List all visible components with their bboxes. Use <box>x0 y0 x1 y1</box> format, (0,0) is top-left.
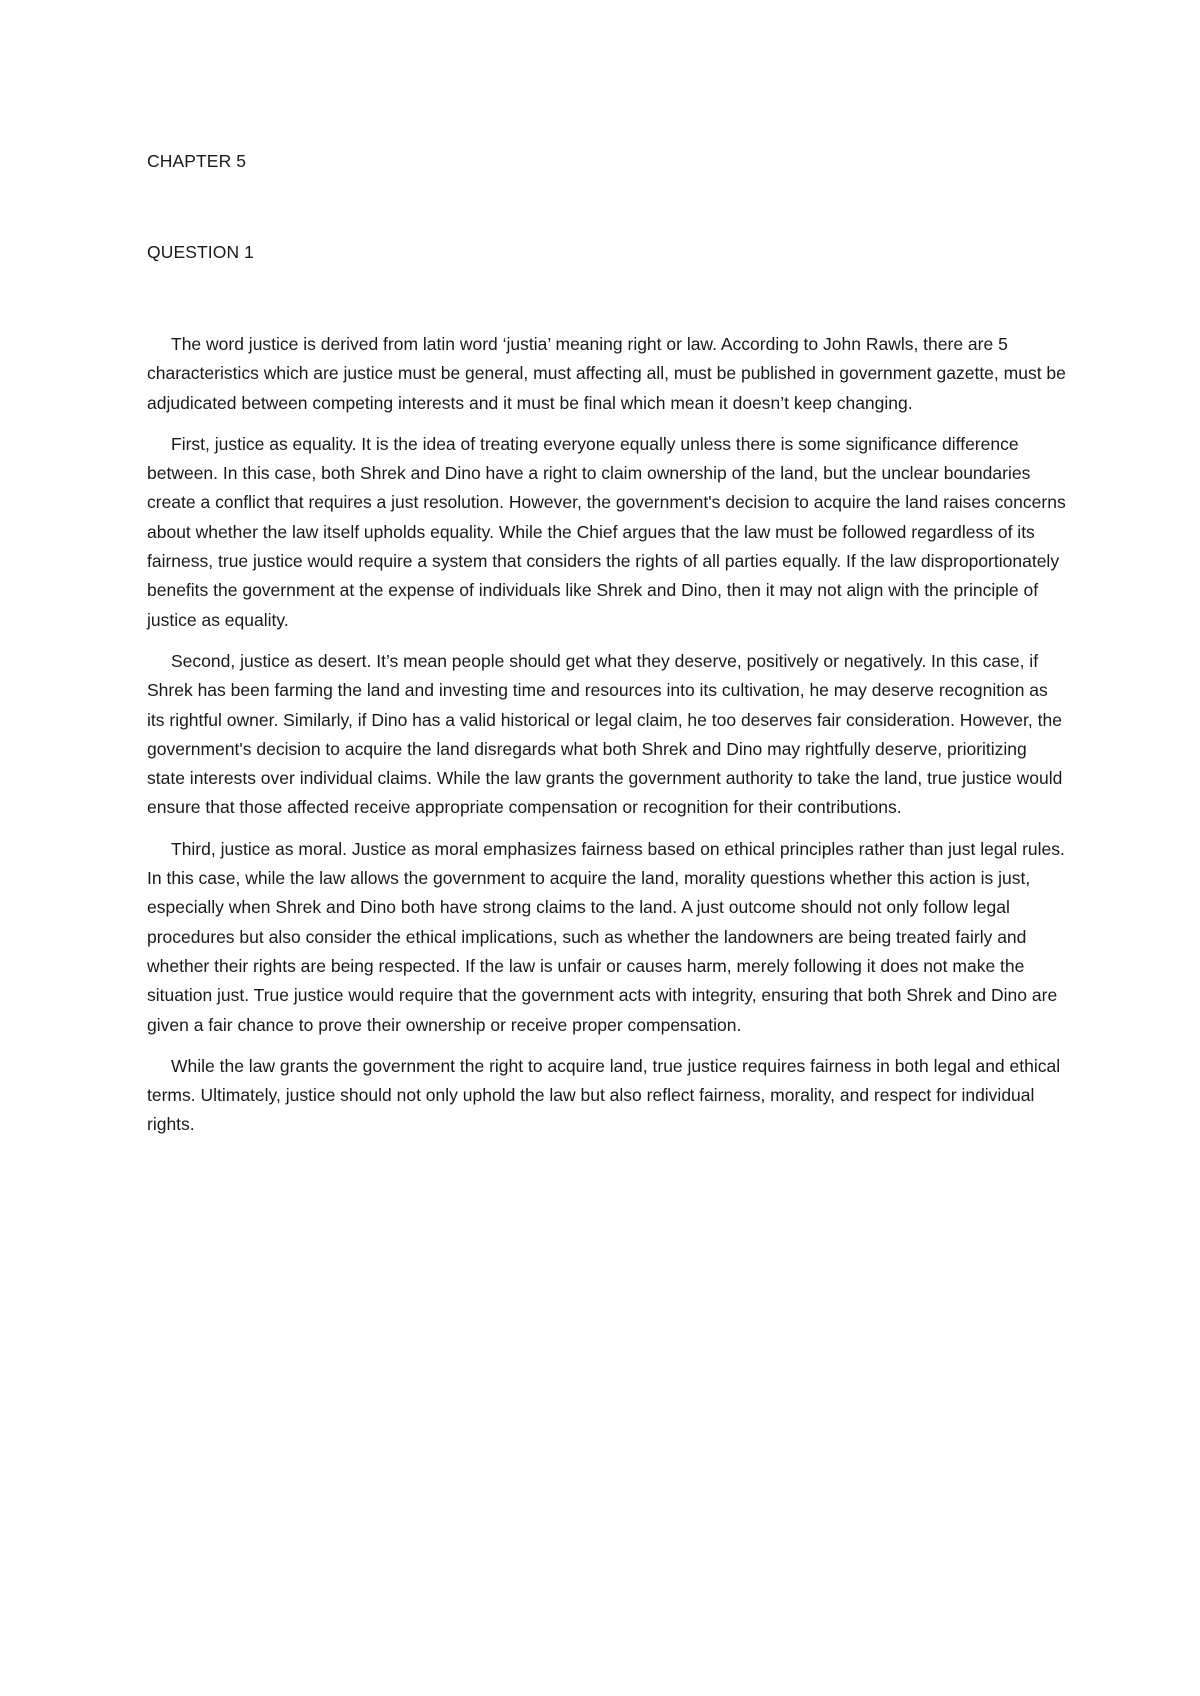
paragraph-introduction: The word justice is derived from latin word ‘justia’ meaning right or law. According to John Rawls, there are 5 characteristics which are justice must be general, must affecting all, must be published in government gazette, must be adjudicated between competing interests and it must be final which mean it doesn’t keep changing. <box>147 334 1066 413</box>
question-heading: QUESTION 1 <box>147 242 254 262</box>
paragraph-moral: Third, justice as moral. Justice as moral emphasizes fairness based on ethical principles rather than just legal rules. In this case, while the law allows the government to acquire the land, morality questions whether this action is just, especially when Shrek and Dino both have strong claims to the land. A just outcome should not only follow legal procedures but also consider the ethical implications, such as whether the landowners are being treated fairly and whether their rights are being respected. If the law is unfair or causes harm, merely following it does not make the situation just. True justice would require that the government acts with integrity, ensuring that both Shrek and Dino are given a fair chance to prove their ownership or receive proper compensation. <box>147 838 1065 1035</box>
chapter-heading: CHAPTER 5 <box>147 151 247 171</box>
paragraph-desert: Second, justice as desert. It’s mean people should get what they deserve, positively or negatively. In this case, if Shrek has been farming the land and investing time and resources into its cultivation, he may deserve recognition as its rightful owner. Similarly, if Dino has a valid historical or legal claim, he too deserves fair consideration. However, the government's decision to acquire the land disregards what both Shrek and Dino may rightfully deserve, prioritizing state interests over individual claims. While the law grants the government authority to take the land, true justice would ensure that those affected receive appropriate compensation or recognition for their contributions. <box>147 650 1063 818</box>
document-body <box>147 330 1067 1152</box>
paragraph-equality: First, justice as equality. It is the idea of treating everyone equally unless there is some significance difference between. In this case, both Shrek and Dino have a right to claim ownership of the land, but the unclear boundaries create a conflict that requires a just resolution. However, the government's decision to acquire the land raises concerns about whether the law itself upholds equality. While the Chief argues that the law must be followed regardless of its fairness, true justice would require a system that considers the rights of all parties equally. If the law disproportionately benefits the government at the expense of individuals like Shrek and Dino, then it may not align with the principle of justice as equality. <box>147 433 1066 630</box>
paragraph-conclusion: While the law grants the government the right to acquire land, true justice requires fairness in both legal and ethical terms. Ultimately, justice should not only uphold the law but also reflect fairness, morality, and respect for individual rights. <box>147 1055 1061 1135</box>
